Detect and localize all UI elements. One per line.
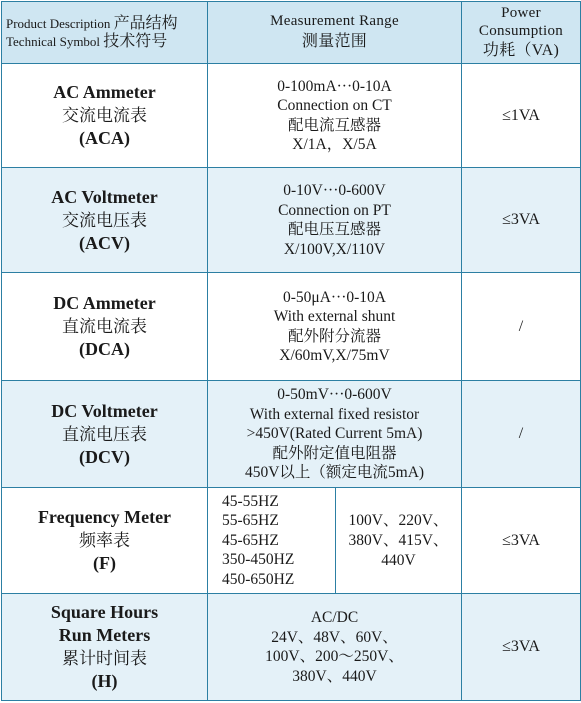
range-line: >450V(Rated Current 5mA) xyxy=(246,425,423,443)
range-cell xyxy=(208,168,462,273)
range-line: With external shunt xyxy=(273,308,396,325)
spec-table xyxy=(1,1,581,701)
range-line: 100V、200～250V、 xyxy=(265,648,404,665)
range-line: 配电压互感器 xyxy=(287,221,381,238)
voltage-line: 440V xyxy=(381,551,416,569)
power-cell: ≤3VA xyxy=(462,488,581,594)
product-name-en: AC Voltmeter xyxy=(51,186,158,207)
header-row xyxy=(2,2,581,64)
range-line: X/100V,X/110V xyxy=(283,240,386,258)
product-name-en: AC Ammeter xyxy=(53,82,156,102)
header-symbol-cn-2: 技术符号 xyxy=(103,32,168,50)
product-name-en: DC Ammeter xyxy=(53,293,156,313)
frequency-range-item: 450-650HZ xyxy=(222,570,295,588)
range-cell xyxy=(208,273,462,381)
power-cell: / xyxy=(462,381,581,488)
header-line-2 xyxy=(6,33,204,51)
range-line: AC/DC xyxy=(310,609,359,626)
product-symbol: (ACA) xyxy=(79,128,130,148)
product-name-cn: 频率表 xyxy=(79,531,130,550)
range-line: 450V以上（额定电流5mA) xyxy=(244,464,425,482)
header-range-cn: 测量范围 xyxy=(301,32,368,50)
product-symbol: (ACV) xyxy=(79,232,130,253)
range-line: Connection on PT xyxy=(278,201,391,219)
range-line: 380V、440V xyxy=(292,667,377,685)
product-cell xyxy=(2,381,208,488)
product-symbol: (F) xyxy=(93,553,116,573)
header-power-cell xyxy=(462,2,581,64)
frequency-range-item: 45-55HZ xyxy=(222,492,279,510)
power-cell: ≤1VA xyxy=(462,64,581,168)
frequency-range-item: 55-65HZ xyxy=(222,512,279,530)
voltage-cell xyxy=(336,488,462,594)
header-symbol-en-2: Technical Symbol xyxy=(6,33,101,49)
frequency-range-item: 45-65HZ xyxy=(222,531,279,549)
range-cell xyxy=(208,594,462,701)
range-line: 24V、48V、60V、 xyxy=(271,628,398,646)
range-line: 配外附分流器 xyxy=(287,327,381,345)
header-symbol-cell xyxy=(2,2,208,64)
product-name-cn: 直流电流表 xyxy=(62,317,147,336)
range-line: 0-50μA···0-10A xyxy=(282,288,386,306)
range-line: Connection on CT xyxy=(277,97,392,114)
table-row xyxy=(2,64,581,168)
product-name-en: Run Meters xyxy=(58,625,151,645)
power-cell: / xyxy=(462,273,581,381)
range-line: With external fixed resistor xyxy=(249,405,420,423)
product-name-cn: 交流电流表 xyxy=(62,106,147,125)
range-cell xyxy=(208,381,462,488)
product-name-en: DC Voltmeter xyxy=(51,400,158,421)
header-range-en: Measurement Range xyxy=(270,12,399,29)
power-cell: ≤3VA xyxy=(462,594,581,701)
product-name-cn: 交流电压表 xyxy=(62,210,147,230)
header-range-cell xyxy=(208,2,462,64)
product-symbol: (H) xyxy=(91,671,118,691)
product-cell xyxy=(2,594,208,701)
table-row xyxy=(2,273,581,381)
product-name-en: Square Hours xyxy=(50,602,159,622)
table-row xyxy=(2,488,581,594)
voltage-line: 380V、415V、 xyxy=(348,531,449,549)
range-line: 0-100mA···0-10A xyxy=(277,77,392,95)
table-row xyxy=(2,381,581,488)
range-line: 0-10V···0-600V xyxy=(283,182,386,199)
header-symbol-cn-1: 产品结构 xyxy=(113,14,178,32)
range-line: 配外附定值电阻器 xyxy=(272,444,397,462)
frequency-range-item: 350-450HZ xyxy=(222,551,295,569)
product-symbol: (DCA) xyxy=(79,339,130,359)
header-line-1 xyxy=(6,15,204,33)
product-name-cn: 直流电压表 xyxy=(62,424,147,444)
product-cell xyxy=(2,64,208,168)
header-power-en-2: Consumption xyxy=(478,23,564,39)
header-power-cn: 功耗（VA) xyxy=(482,42,560,59)
product-name-cn: 累计时间表 xyxy=(62,649,147,668)
range-line: 0-50mV···0-600V xyxy=(277,386,392,404)
product-cell xyxy=(2,488,208,594)
range-line: X/1A，X/5A xyxy=(292,136,377,153)
product-cell xyxy=(2,273,208,381)
table-row xyxy=(2,168,581,273)
table-row xyxy=(2,594,581,701)
range-cell xyxy=(208,64,462,168)
voltage-line: 100V、220V、 xyxy=(348,511,449,529)
product-name-en: Frequency Meter xyxy=(37,507,172,527)
frequency-range-cell xyxy=(208,488,336,594)
header-power-en-1: Power xyxy=(501,5,541,21)
product-cell xyxy=(2,168,208,273)
header-symbol-en-1: Product Description xyxy=(6,15,111,31)
product-symbol: (DCV) xyxy=(79,446,130,467)
power-cell: ≤3VA xyxy=(462,168,581,273)
range-line: X/60mV,X/75mV xyxy=(279,347,390,364)
range-line: 配电流互感器 xyxy=(287,116,381,134)
